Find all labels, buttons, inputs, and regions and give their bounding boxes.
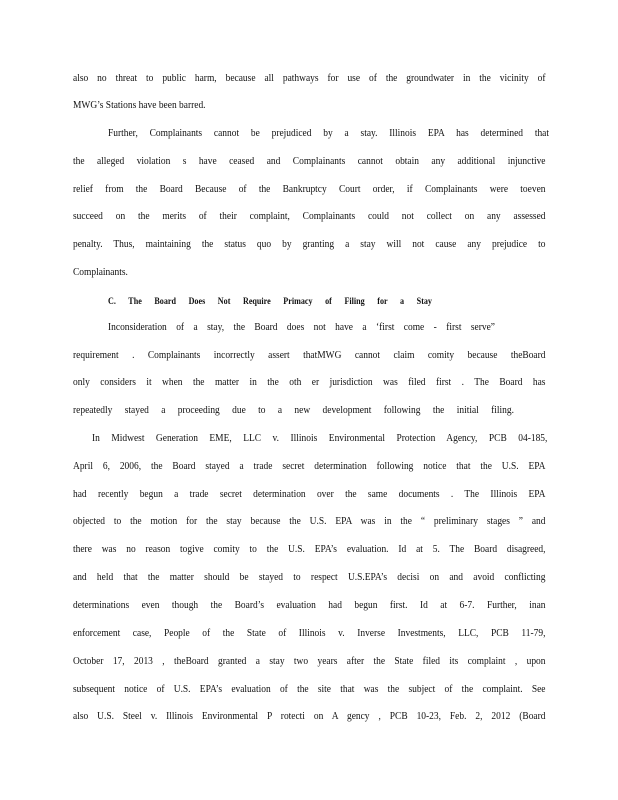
text-line: penalty. Thus, maintaining the status quo by granting a stay will not cause any prejudice to: [73, 239, 546, 250]
text-line: relief from the Board Because of the Bankruptcy Court order, if Complainants were toeven: [73, 184, 546, 195]
text-line: subsequent notice of U.S. EPA’s evaluation of the site that was the subject of the complaint. See: [73, 684, 546, 695]
text-line: enforcement case, People of the State of Illinois v. Inverse Investments, LLC, PCB 11-79,: [73, 628, 546, 639]
text-line: the alleged violation s have ceased and Complainants cannot obtain any additional injunctive: [73, 156, 546, 167]
text-line: and held that the matter should be stayed to respect U.S.EPA’s decisi on and avoid conflicting: [73, 572, 546, 583]
text-line: MWG’s Stations have been barred.: [73, 100, 206, 111]
text-line: determinations even though the Board’s evaluation had begun first. Id at 6-7. Further, inan: [73, 600, 546, 611]
text-line: In Midwest Generation EME, LLC v. Illinois Environmental Protection Agency, PCB 04-185,: [92, 433, 548, 444]
text-line: there was no reason togive comity to the U.S. EPA’s evaluation. Id at 5. The Board disagreed,: [73, 544, 546, 555]
text-line: had recently begun a trade secret determination over the same documents . The Illinois EPA: [73, 489, 546, 500]
text-line: also U.S. Steel v. Illinois Environmental P rotecti on A gency , PCB 10-23, Feb. 2, 2012 (Board: [73, 711, 546, 722]
text-line: objected to the motion for the stay because the U.S. EPA was in the “ preliminary stages ” and: [73, 516, 546, 527]
text-line: Further, Complainants cannot be prejudiced by a stay. Illinois EPA has determined that: [108, 128, 549, 139]
text-line: succeed on the merits of their complaint, Complainants could not collect on any assessed: [73, 211, 546, 222]
text-line: also no threat to public harm, because all pathways for use of the groundwater in the vicinity of: [73, 73, 546, 84]
text-line: October 17, 2013 , theBoard granted a stay two years after the State filed its complaint , upon: [73, 656, 546, 667]
text-line: April 6, 2006, the Board stayed a trade secret determination following notice that the U.S. EPA: [73, 461, 546, 472]
text-line: Inconsideration of a stay, the Board does not have a ‘first come - first serve”: [108, 322, 495, 333]
text-line: requirement . Complainants incorrectly assert thatMWG cannot claim comity because theBoard: [73, 350, 546, 361]
text-line: only considers it when the matter in the oth er jurisdiction was filed first . The Board has: [73, 377, 546, 388]
text-line: Complainants.: [73, 267, 128, 278]
text-line: repeatedly stayed a proceeding due to a new development following the initial filing.: [73, 405, 514, 416]
section-heading: C. The Board Does Not Require Primacy of Filing for a Stay: [108, 296, 432, 306]
